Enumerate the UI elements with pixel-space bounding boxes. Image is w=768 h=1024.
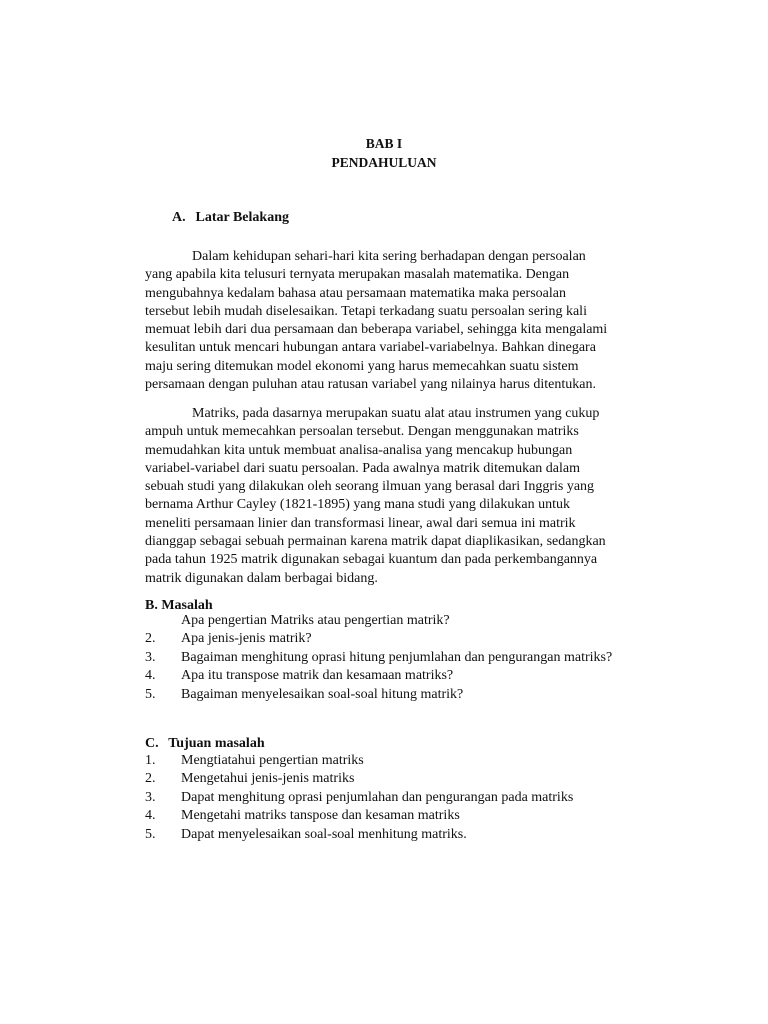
list-item-text: Apa pengertian Matriks atau pengertian matrik? (181, 613, 450, 628)
paragraph-line: variabel-variabel dari suatu persoalan. Pada awalnya matrik ditemukan dalam (145, 460, 580, 476)
section-c-title: Tujuan masalah (168, 736, 265, 751)
list-item (145, 770, 685, 788)
list-item (145, 826, 685, 844)
list-item (145, 667, 685, 685)
paragraph-line: persamaan dengan puluhan atau ratusan variabel yang nilainya harus ditentukan. (145, 377, 596, 393)
chapter-number: BAB I (365, 136, 403, 151)
list-item-number: 4. (145, 668, 156, 684)
list-item (145, 807, 685, 825)
list-item-number: 3. (145, 789, 156, 805)
list-item-text: Dapat menghitung oprasi penjumlahan dan pengurangan pada matriks (181, 789, 574, 805)
section-c-number: C. (145, 736, 159, 751)
paragraph-line: pada tahun 1925 matrik digunakan sebagai kuantum dan pada perkembangannya (145, 552, 598, 568)
list-item-text: Apa itu transpose matrik dan kesamaan matriks? (181, 668, 454, 684)
paragraph-line: maju sering ditemukan model ekonomi yang harus memecahkan suatu sistem (145, 358, 579, 374)
list-item (145, 612, 685, 630)
list-item (145, 649, 685, 667)
list-item-number (145, 612, 181, 630)
paragraph-line: matrik digunakan dalam berbagai bidang. (145, 570, 378, 586)
masalah-list (145, 612, 685, 704)
list-item (145, 789, 685, 807)
list-item (145, 686, 685, 704)
list-item-text: Mengetahui jenis-jenis matriks (181, 771, 355, 787)
chapter-title-block (0, 134, 768, 172)
list-item-text: Mengetahi matriks tanspose dan kesaman matriks (181, 808, 460, 824)
chapter-title: PENDAHULUAN (331, 155, 437, 170)
paragraph-line: Dalam kehidupan sehari-hari kita sering berhadapan dengan persoalan (192, 249, 586, 264)
paragraph-line: memuat lebih dari dua persamaan dan beberapa variabel, sehingga kita mengalami (145, 322, 608, 338)
section-a-number: A. (172, 210, 186, 225)
paragraph-latar-belakang-2 (145, 405, 665, 588)
paragraph-line: Matriks, pada dasarnya merupakan suatu alat atau instrumen yang cukup (192, 406, 600, 421)
list-item (145, 630, 685, 648)
paragraph-line: bernama Arthur Cayley (1821-1895) yang mana studi yang dilakukan untuk (145, 497, 570, 513)
list-item (145, 752, 685, 770)
list-item-number: 4. (145, 808, 156, 824)
section-a-heading (172, 209, 289, 227)
section-a-title: Latar Belakang (195, 210, 289, 225)
section-b-heading: B. Masalah (145, 598, 213, 613)
paragraph-line: mengubahnya kedalam bahasa atau persamaan matematika maka persoalan (145, 285, 566, 301)
section-c-heading (145, 735, 265, 753)
list-item-number: 2. (145, 631, 156, 647)
list-item-text: Bagaiman menyelesaikan soal-soal hitung matrik? (181, 686, 464, 702)
paragraph-line: meneliti persamaan linier dan transformasi linear, awal dari semua ini matrik (145, 515, 576, 531)
list-item-number: 5. (145, 686, 156, 702)
paragraph-line: kesulitan untuk mencari hubungan antara variabel-variabelnya. Bahkan dinegara (145, 340, 596, 356)
paragraph-line: dianggap sebagai sebuah permainan karena matrik dapat diaplikasikan, sedangkan (145, 534, 606, 550)
list-item-text: Mengtiatahui pengertian matriks (181, 753, 364, 768)
list-item-text: Dapat menyelesaikan soal-soal menhitung matriks. (181, 826, 467, 842)
list-item-number: 2. (145, 771, 156, 787)
paragraph-line: sebuah studi yang dilakukan oleh seorang ilmuan yang berasal dari Inggris yang (145, 479, 595, 495)
tujuan-list (145, 752, 685, 844)
list-item-text: Bagaiman menghitung oprasi hitung penjumlahan dan pengurangan matriks? (181, 649, 613, 665)
list-item-text: Apa jenis-jenis matrik? (181, 631, 312, 647)
paragraph-line: tersebut lebih mudah diselesaikan. Tetapi terkadang suatu persoalan sering kali (145, 303, 587, 319)
paragraph-line: memudahkan kita untuk membuat analisa-analisa yang mencakup hubungan (145, 442, 573, 458)
list-item-number: 5. (145, 826, 156, 842)
list-item-number: 1. (145, 753, 156, 768)
paragraph-line: ampuh untuk memecahkan persoalan tersebut. Dengan menggunakan matriks (145, 424, 579, 440)
paragraph-latar-belakang-1 (145, 248, 665, 394)
list-item-number: 3. (145, 649, 156, 665)
paragraph-line: yang apabila kita telusuri ternyata merupakan masalah matematika. Dengan (145, 267, 570, 283)
